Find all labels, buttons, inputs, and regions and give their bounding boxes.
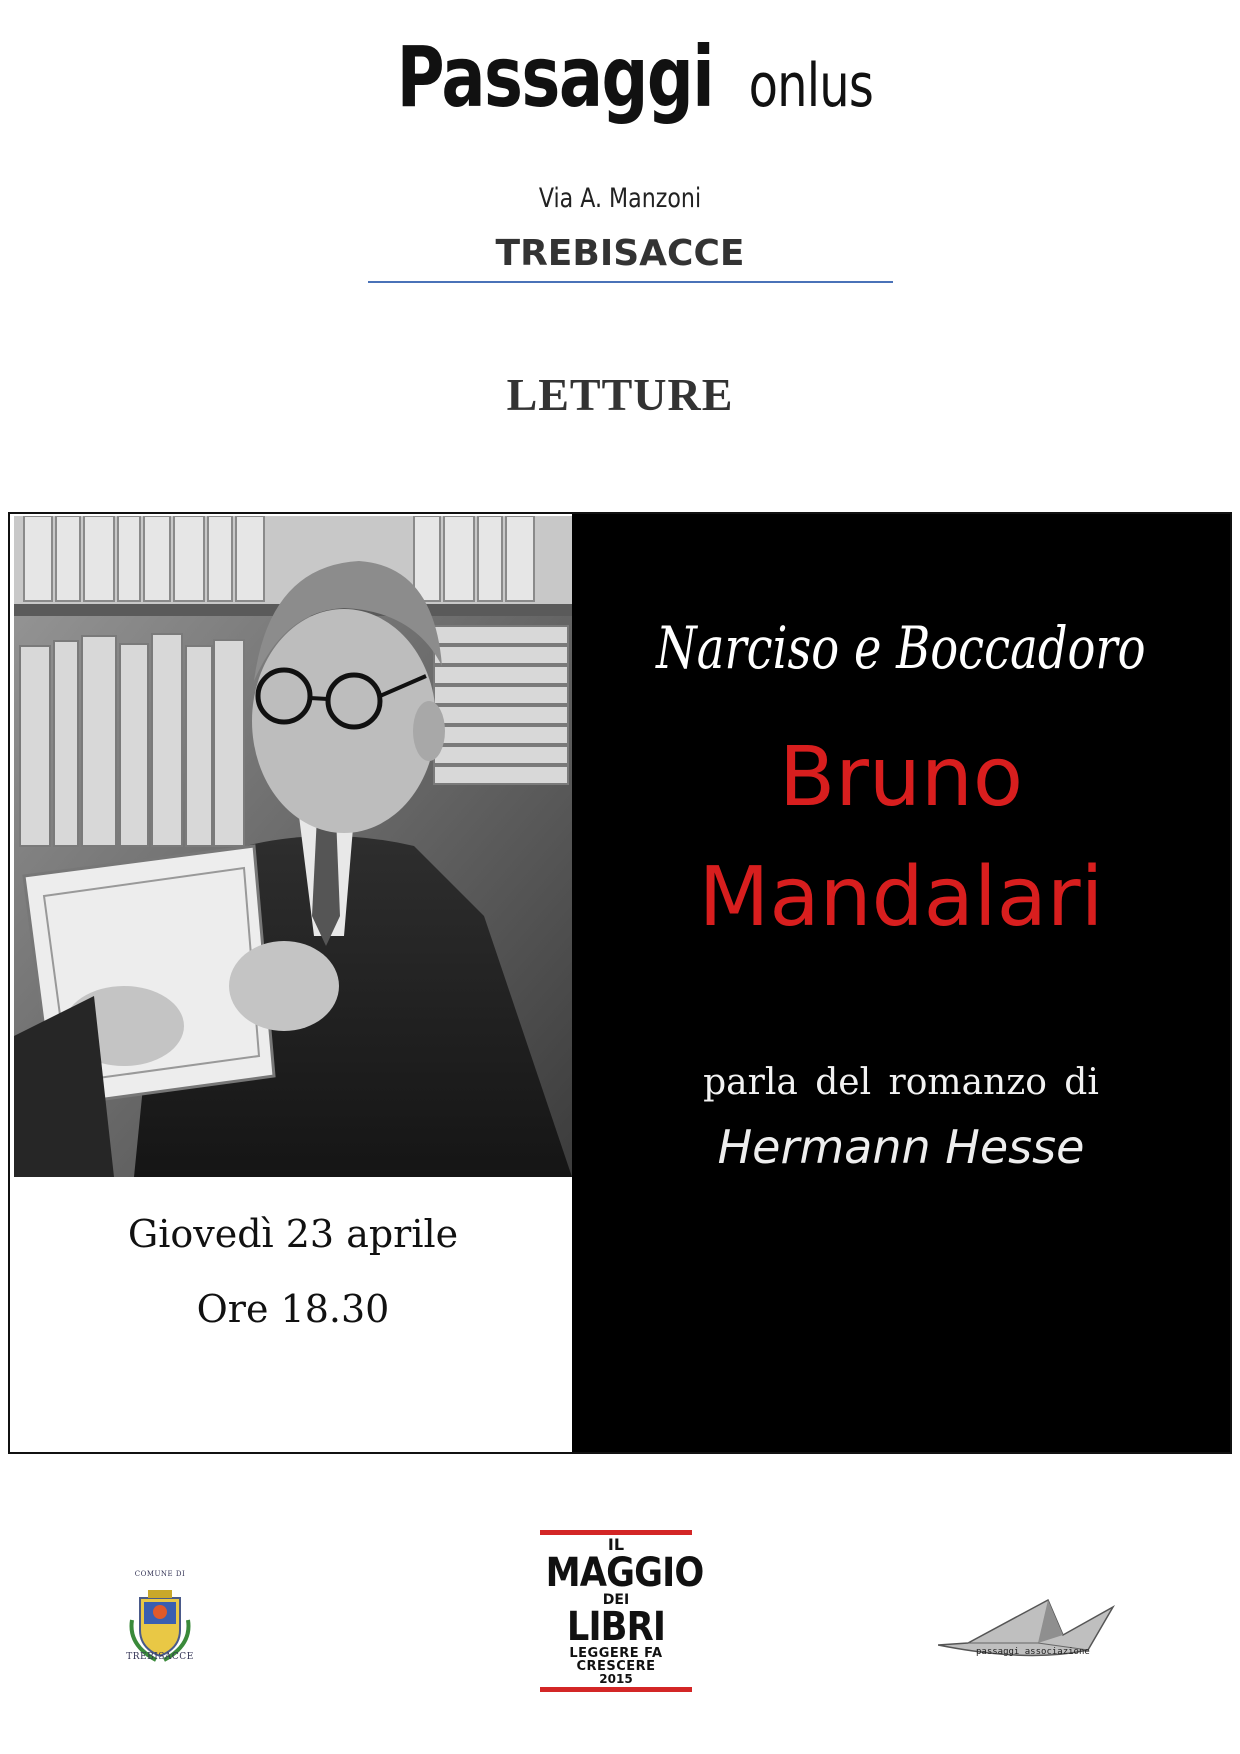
logo-line-il: IL — [607, 1535, 625, 1554]
organization-name: Passaggi — [396, 28, 713, 126]
maggio-dei-libri-logo — [536, 1528, 704, 1686]
section-label: LETTURE — [506, 369, 734, 420]
event-date: Giovedì 23 aprile — [127, 1212, 459, 1256]
logo-red-bar-bottom — [540, 1687, 692, 1692]
logo-line-maggio: MAGGIO — [545, 1550, 704, 1596]
author-photo — [14, 516, 572, 1177]
header-divider — [368, 281, 893, 283]
talk-description: parla del romanzo di — [703, 1062, 1099, 1103]
organization-suffix: onlus — [748, 51, 873, 121]
municipality-caption-top: COMUNE DI — [134, 1570, 186, 1578]
organization-title — [0, 28, 1240, 126]
municipality-caption-bottom: TREBISACCE — [126, 1652, 194, 1662]
logo-line-dei: DEI — [602, 1592, 630, 1608]
address-text: Via A. Manzoni — [538, 183, 702, 214]
book-title — [572, 614, 1230, 682]
event-time: Ore 18.30 — [196, 1287, 390, 1331]
book-author: Hermann Hesse — [717, 1120, 1085, 1174]
logo-line-libri: LIBRI — [566, 1604, 666, 1650]
speaker-last-name: Mandalari — [698, 850, 1104, 945]
book-title-text: Narciso e Boccadoro — [656, 614, 1146, 682]
city-name: TREBISACCE — [495, 233, 745, 274]
address-line — [0, 183, 1240, 214]
boat-logo-text: passaggi associazione — [976, 1647, 1090, 1657]
portrait-photo-icon — [14, 516, 572, 1177]
logo-year: 2015 — [599, 1672, 633, 1686]
logo-tagline: LEGGERE FA CRESCERE — [569, 1646, 663, 1674]
speaker-first-name: Bruno — [778, 730, 1024, 825]
